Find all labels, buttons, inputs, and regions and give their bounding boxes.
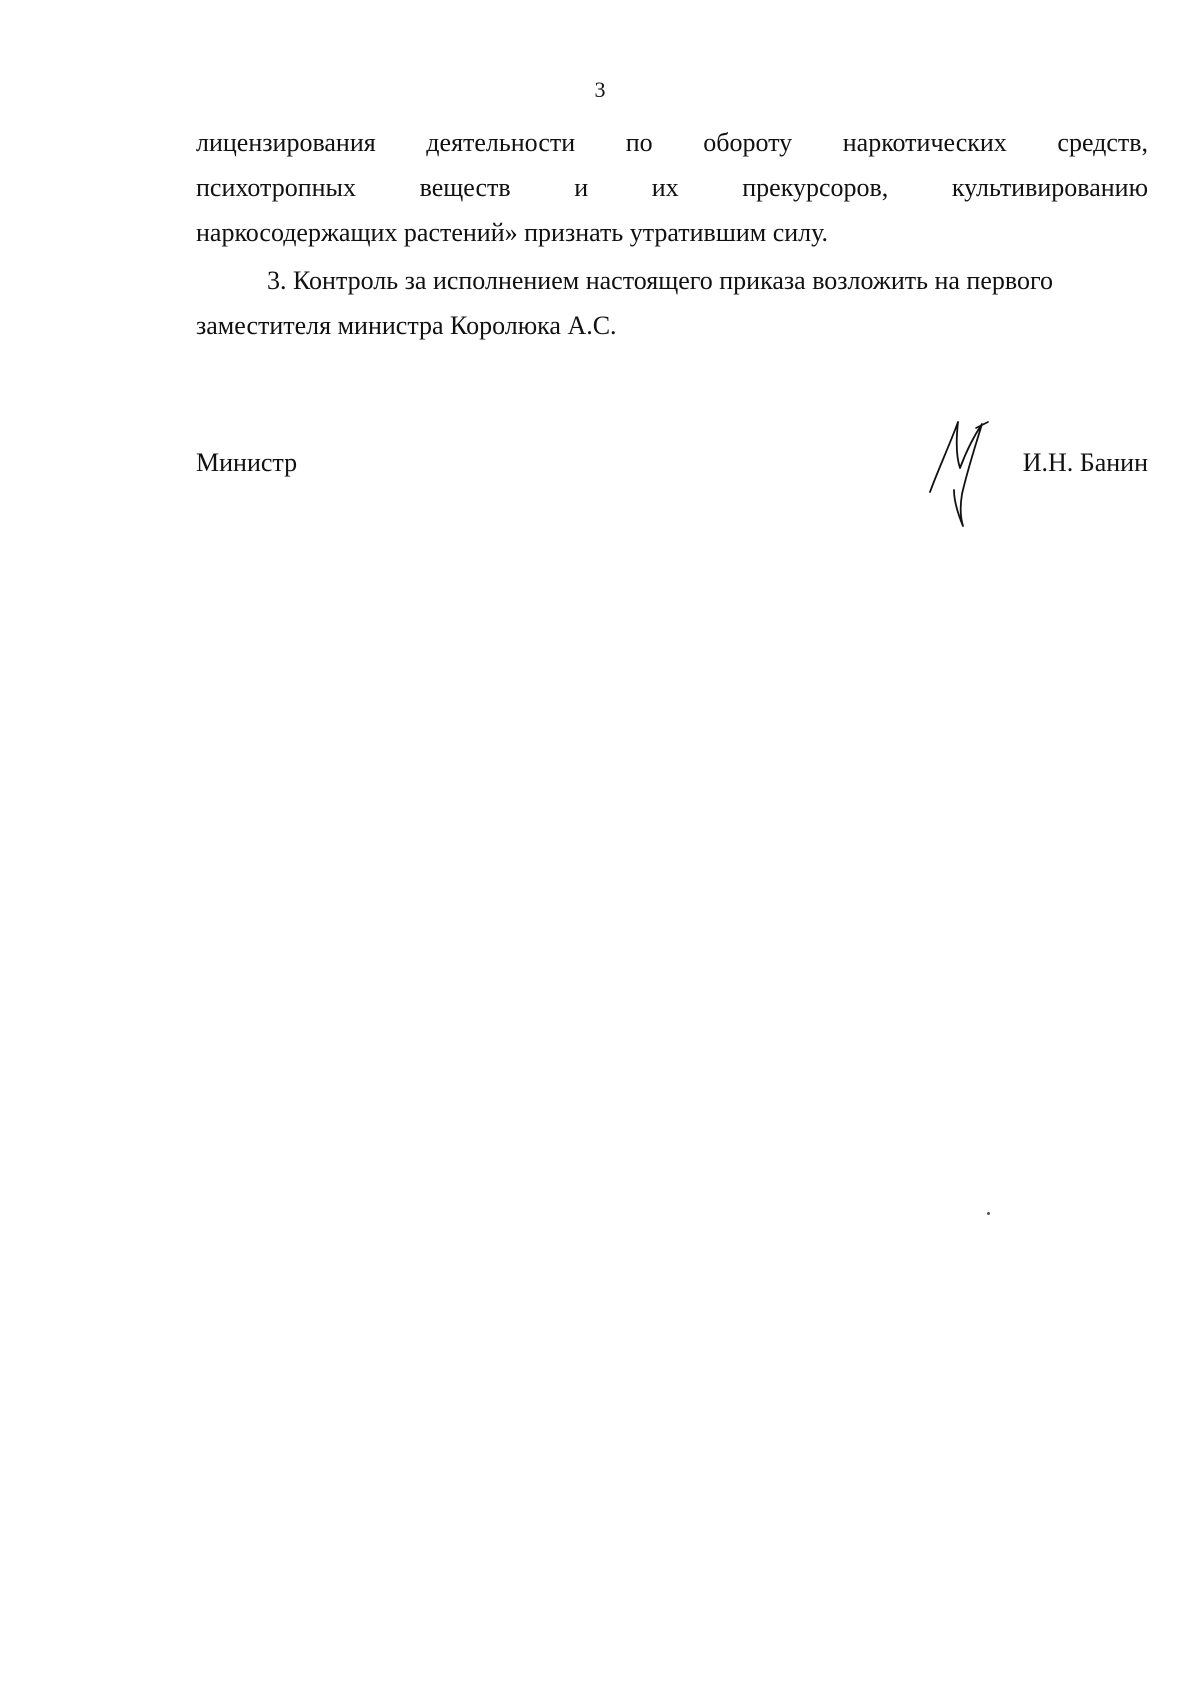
word: веществ [419, 173, 511, 202]
page-number: 3 [594, 77, 606, 102]
paragraph-continuation-line-1 [196, 120, 1148, 165]
word: психотропных [196, 173, 357, 202]
word: наркотических [842, 128, 1007, 157]
paragraph-3-line-1: 3. Контроль за исполнением настоящего приказа возложить на первого [267, 266, 1054, 295]
word: обороту [703, 128, 793, 157]
paragraph-continuation-line-2 [196, 165, 1148, 210]
signatory-name: И.Н. Банин [1022, 448, 1148, 477]
word: по [625, 128, 653, 157]
paragraph-3-line-2: заместителя министра Королюка А.С. [196, 311, 617, 340]
word: деятельности [426, 128, 576, 157]
scan-speck [987, 1212, 990, 1215]
word: культивированию [951, 173, 1149, 202]
word: лицензирования [196, 128, 376, 157]
word: прекурсоров, [742, 173, 889, 202]
word: и [574, 173, 589, 202]
handwritten-signature [916, 410, 996, 528]
signatory-title: Министр [196, 448, 298, 477]
word: средств, [1057, 128, 1149, 157]
word: их [651, 173, 679, 202]
paragraph-continuation-line-3: наркосодержащих растений» признать утратившим силу. [196, 218, 829, 247]
document-body [196, 120, 1148, 348]
